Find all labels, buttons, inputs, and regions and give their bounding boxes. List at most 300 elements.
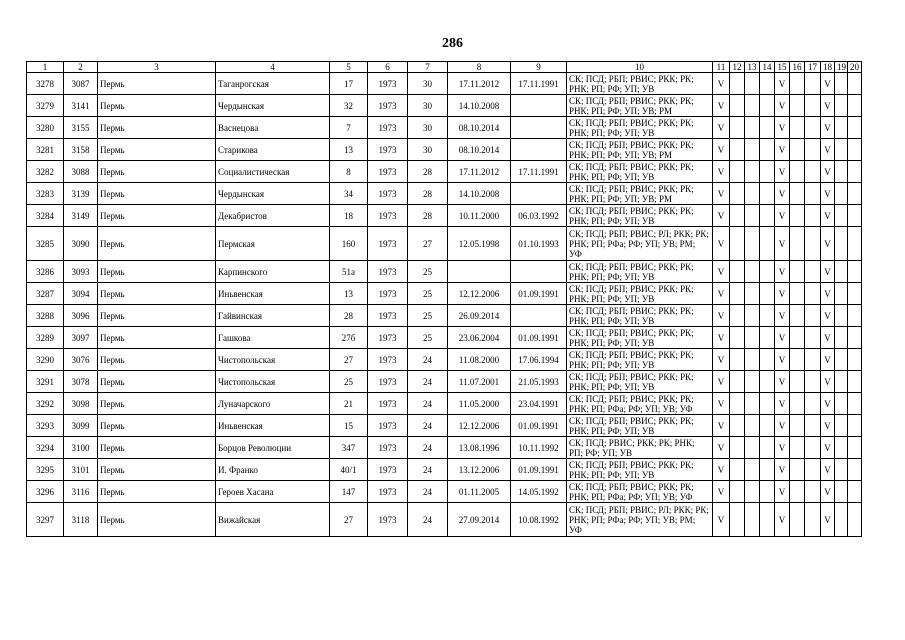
year-cell: 1973 <box>368 437 408 459</box>
street-cell: Гайвинская <box>216 305 330 327</box>
mark-cell-col-15: V <box>775 503 790 537</box>
mark-cell-col-14 <box>760 503 775 537</box>
date-2-cell: 17.11.1991 <box>511 161 567 183</box>
mark-cell-col-16 <box>790 139 805 161</box>
mark-cell-col-15: V <box>775 437 790 459</box>
table-row <box>27 371 862 393</box>
mark-cell-col-13 <box>745 183 760 205</box>
percent-cell: 24 <box>408 459 448 481</box>
mark-cell-col-13 <box>745 371 760 393</box>
percent-cell: 24 <box>408 481 448 503</box>
year-cell: 1973 <box>368 205 408 227</box>
mark-cell-col-18: V <box>821 503 835 537</box>
date-1-cell: 26.09.2014 <box>448 305 511 327</box>
mark-cell-col-18: V <box>821 481 835 503</box>
mark-cell-col-11: V <box>713 393 730 415</box>
year-cell: 1973 <box>368 139 408 161</box>
row-number: 3285 <box>27 227 64 261</box>
mark-cell-col-11: V <box>713 227 730 261</box>
mark-cell-col-19 <box>835 481 848 503</box>
mark-cell-col-17 <box>805 437 821 459</box>
row-number: 3282 <box>27 161 64 183</box>
street-cell: Васнецова <box>216 117 330 139</box>
record-id: 3078 <box>64 371 98 393</box>
mark-cell-col-11: V <box>713 161 730 183</box>
mark-cell-col-14 <box>760 183 775 205</box>
street-cell: Чердынская <box>216 183 330 205</box>
page-number: 286 <box>442 36 463 51</box>
codes-cell: СК; ПСД; РБП; РВИС; РКК; РК; РНК; РП; РФ; УП; УВ <box>567 349 713 371</box>
table-row <box>27 481 862 503</box>
mark-cell-col-15: V <box>775 183 790 205</box>
mark-cell-col-18: V <box>821 371 835 393</box>
street-cell: Борцов Революции <box>216 437 330 459</box>
street-cell: Чистопольская <box>216 371 330 393</box>
mark-cell-col-16 <box>790 205 805 227</box>
mark-cell-col-18: V <box>821 139 835 161</box>
column-header-18: 18 <box>821 62 835 73</box>
row-number: 3288 <box>27 305 64 327</box>
mark-cell-col-20 <box>848 503 862 537</box>
mark-cell-col-15: V <box>775 139 790 161</box>
mark-cell-col-18: V <box>821 183 835 205</box>
mark-cell-col-13 <box>745 205 760 227</box>
mark-cell-col-11: V <box>713 183 730 205</box>
mark-cell-col-14 <box>760 261 775 283</box>
mark-cell-col-13 <box>745 73 760 95</box>
mark-cell-col-11: V <box>713 349 730 371</box>
date-1-cell: 13.12.2006 <box>448 459 511 481</box>
house-cell: 160 <box>330 227 368 261</box>
mark-cell-col-17 <box>805 371 821 393</box>
mark-cell-col-15: V <box>775 283 790 305</box>
mark-cell-col-18: V <box>821 95 835 117</box>
row-number: 3290 <box>27 349 64 371</box>
date-1-cell: 13.08.1996 <box>448 437 511 459</box>
mark-cell-col-17 <box>805 261 821 283</box>
mark-cell-col-14 <box>760 95 775 117</box>
mark-cell-col-19 <box>835 349 848 371</box>
column-header-19: 19 <box>835 62 848 73</box>
codes-cell: СК; ПСД; РБП; РВИС; РКК; РК; РНК; РП; РФ; УП; УВ <box>567 161 713 183</box>
date-2-cell: 01.09.1991 <box>511 459 567 481</box>
date-1-cell: 17.11.2012 <box>448 161 511 183</box>
date-1-cell: 23.06.2004 <box>448 327 511 349</box>
year-cell: 1973 <box>368 481 408 503</box>
mark-cell-col-15: V <box>775 349 790 371</box>
percent-cell: 24 <box>408 393 448 415</box>
mark-cell-col-18: V <box>821 437 835 459</box>
mark-cell-col-13 <box>745 117 760 139</box>
record-id: 3116 <box>64 481 98 503</box>
date-2-cell <box>511 117 567 139</box>
year-cell: 1973 <box>368 415 408 437</box>
date-2-cell <box>511 183 567 205</box>
codes-cell: СК; ПСД; РБП; РВИС; РКК; РК; РНК; РП; РФ; УП; УВ; РМ <box>567 183 713 205</box>
mark-cell-col-13 <box>745 415 760 437</box>
year-cell: 1973 <box>368 305 408 327</box>
year-cell: 1973 <box>368 371 408 393</box>
mark-cell-col-15: V <box>775 371 790 393</box>
date-2-cell <box>511 139 567 161</box>
mark-cell-col-20 <box>848 261 862 283</box>
table-row <box>27 95 862 117</box>
record-id: 3139 <box>64 183 98 205</box>
mark-cell-col-11: V <box>713 327 730 349</box>
percent-cell: 25 <box>408 305 448 327</box>
date-1-cell: 01.11.2005 <box>448 481 511 503</box>
street-cell: Гашкова <box>216 327 330 349</box>
mark-cell-col-20 <box>848 437 862 459</box>
house-cell: 27б <box>330 327 368 349</box>
mark-cell-col-15: V <box>775 305 790 327</box>
table-row <box>27 73 862 95</box>
table-row <box>27 261 862 283</box>
record-id: 3087 <box>64 73 98 95</box>
row-number: 3287 <box>27 283 64 305</box>
street-cell: Пермская <box>216 227 330 261</box>
mark-cell-col-18: V <box>821 459 835 481</box>
record-id: 3099 <box>64 415 98 437</box>
row-number: 3280 <box>27 117 64 139</box>
column-header-7: 7 <box>408 62 448 73</box>
mark-cell-col-17 <box>805 139 821 161</box>
mark-cell-col-11: V <box>713 503 730 537</box>
record-id: 3155 <box>64 117 98 139</box>
column-header-13: 13 <box>745 62 760 73</box>
date-2-cell <box>511 261 567 283</box>
table-row <box>27 139 862 161</box>
percent-cell: 24 <box>408 437 448 459</box>
mark-cell-col-20 <box>848 349 862 371</box>
mark-cell-col-19 <box>835 459 848 481</box>
column-header-9: 9 <box>511 62 567 73</box>
percent-cell: 30 <box>408 73 448 95</box>
mark-cell-col-18: V <box>821 415 835 437</box>
date-2-cell: 06.03.1992 <box>511 205 567 227</box>
street-cell: Луначарского <box>216 393 330 415</box>
codes-cell: СК; ПСД; РБП; РВИС; РЛ; РКК; РК; РНК; РП; РФа; РФ; УП; УВ; РМ; УФ <box>567 503 713 537</box>
mark-cell-col-13 <box>745 481 760 503</box>
mark-cell-col-16 <box>790 227 805 261</box>
house-cell: 8 <box>330 161 368 183</box>
mark-cell-col-15: V <box>775 161 790 183</box>
city-cell: Пермь <box>98 117 216 139</box>
mark-cell-col-11: V <box>713 459 730 481</box>
register-table <box>26 61 862 537</box>
row-number: 3296 <box>27 481 64 503</box>
mark-cell-col-19 <box>835 283 848 305</box>
mark-cell-col-19 <box>835 73 848 95</box>
house-cell: 27 <box>330 503 368 537</box>
table-row <box>27 117 862 139</box>
codes-cell: СК; ПСД; РБП; РВИС; РКК; РК; РНК; РП; РФ; УП; УВ; РМ <box>567 95 713 117</box>
mark-cell-col-11: V <box>713 139 730 161</box>
mark-cell-col-13 <box>745 161 760 183</box>
record-id: 3093 <box>64 261 98 283</box>
mark-cell-col-15: V <box>775 481 790 503</box>
house-cell: 25 <box>330 371 368 393</box>
mark-cell-col-15: V <box>775 205 790 227</box>
date-1-cell: 10.11.2000 <box>448 205 511 227</box>
mark-cell-col-17 <box>805 415 821 437</box>
column-header-10: 10 <box>567 62 713 73</box>
table-row <box>27 327 862 349</box>
mark-cell-col-13 <box>745 305 760 327</box>
city-cell: Пермь <box>98 459 216 481</box>
year-cell: 1973 <box>368 349 408 371</box>
codes-cell: СК; ПСД; РБП; РВИС; РКК; РК; РНК; РП; РФ; УП; УВ <box>567 415 713 437</box>
row-number: 3278 <box>27 73 64 95</box>
mark-cell-col-16 <box>790 161 805 183</box>
mark-cell-col-12 <box>730 261 745 283</box>
date-1-cell: 08.10.2014 <box>448 117 511 139</box>
mark-cell-col-20 <box>848 371 862 393</box>
year-cell: 1973 <box>368 161 408 183</box>
record-id: 3100 <box>64 437 98 459</box>
year-cell: 1973 <box>368 183 408 205</box>
record-id: 3149 <box>64 205 98 227</box>
mark-cell-col-18: V <box>821 393 835 415</box>
codes-cell: СК; ПСД; РБП; РВИС; РКК; РК; РНК; РП; РФ; УП; УВ <box>567 261 713 283</box>
mark-cell-col-11: V <box>713 415 730 437</box>
record-id: 3097 <box>64 327 98 349</box>
row-number: 3291 <box>27 371 64 393</box>
street-cell: Героев Хасана <box>216 481 330 503</box>
codes-cell: СК; ПСД; РВИС; РКК; РК; РНК; РП; РФ; УП; УВ <box>567 437 713 459</box>
street-cell: Иньвенская <box>216 283 330 305</box>
mark-cell-col-11: V <box>713 283 730 305</box>
mark-cell-col-20 <box>848 415 862 437</box>
table-row <box>27 283 862 305</box>
mark-cell-col-19 <box>835 305 848 327</box>
city-cell: Пермь <box>98 305 216 327</box>
mark-cell-col-16 <box>790 183 805 205</box>
date-1-cell: 17.11.2012 <box>448 73 511 95</box>
codes-cell: СК; ПСД; РБП; РВИС; РКК; РК; РНК; РП; РФа; РФ; УП; УВ; УФ <box>567 393 713 415</box>
row-number: 3284 <box>27 205 64 227</box>
mark-cell-col-13 <box>745 349 760 371</box>
house-cell: 347 <box>330 437 368 459</box>
mark-cell-col-16 <box>790 371 805 393</box>
house-cell: 18 <box>330 205 368 227</box>
mark-cell-col-20 <box>848 95 862 117</box>
date-1-cell: 11.08.2000 <box>448 349 511 371</box>
house-cell: 28 <box>330 305 368 327</box>
street-cell: Социалистическая <box>216 161 330 183</box>
row-number: 3286 <box>27 261 64 283</box>
street-cell: Карпинского <box>216 261 330 283</box>
mark-cell-col-15: V <box>775 261 790 283</box>
table-row <box>27 161 862 183</box>
house-cell: 34 <box>330 183 368 205</box>
street-cell: Иньвенская <box>216 415 330 437</box>
mark-cell-col-15: V <box>775 73 790 95</box>
year-cell: 1973 <box>368 95 408 117</box>
codes-cell: СК; ПСД; РБП; РВИС; РКК; РК; РНК; РП; РФ; УП; УВ <box>567 327 713 349</box>
column-header-11: 11 <box>713 62 730 73</box>
codes-cell: СК; ПСД; РБП; РВИС; РКК; РК; РНК; РП; РФ; УП; УВ <box>567 305 713 327</box>
codes-cell: СК; ПСД; РБП; РВИС; РКК; РК; РНК; РП; РФ; УП; УВ <box>567 283 713 305</box>
table-row <box>27 349 862 371</box>
mark-cell-col-20 <box>848 393 862 415</box>
record-id: 3118 <box>64 503 98 537</box>
mark-cell-col-19 <box>835 183 848 205</box>
date-1-cell: 12.05.1998 <box>448 227 511 261</box>
city-cell: Пермь <box>98 437 216 459</box>
city-cell: Пермь <box>98 283 216 305</box>
mark-cell-col-18: V <box>821 305 835 327</box>
mark-cell-col-13 <box>745 437 760 459</box>
mark-cell-col-17 <box>805 393 821 415</box>
mark-cell-col-14 <box>760 227 775 261</box>
city-cell: Пермь <box>98 73 216 95</box>
mark-cell-col-17 <box>805 161 821 183</box>
column-header-3: 3 <box>98 62 216 73</box>
year-cell: 1973 <box>368 117 408 139</box>
mark-cell-col-14 <box>760 349 775 371</box>
date-1-cell: 12.12.2006 <box>448 283 511 305</box>
mark-cell-col-13 <box>745 503 760 537</box>
mark-cell-col-12 <box>730 183 745 205</box>
mark-cell-col-20 <box>848 305 862 327</box>
table-row <box>27 393 862 415</box>
year-cell: 1973 <box>368 283 408 305</box>
mark-cell-col-20 <box>848 327 862 349</box>
mark-cell-col-16 <box>790 481 805 503</box>
mark-cell-col-14 <box>760 205 775 227</box>
column-header-12: 12 <box>730 62 745 73</box>
codes-cell: СК; ПСД; РБП; РВИС; РКК; РК; РНК; РП; РФ; УП; УВ <box>567 73 713 95</box>
codes-cell: СК; ПСД; РБП; РВИС; РКК; РК; РНК; РП; РФ; УП; УВ <box>567 117 713 139</box>
mark-cell-col-18: V <box>821 349 835 371</box>
mark-cell-col-12 <box>730 349 745 371</box>
mark-cell-col-16 <box>790 503 805 537</box>
house-cell: 7 <box>330 117 368 139</box>
mark-cell-col-12 <box>730 227 745 261</box>
percent-cell: 25 <box>408 327 448 349</box>
mark-cell-col-17 <box>805 95 821 117</box>
percent-cell: 28 <box>408 183 448 205</box>
mark-cell-col-12 <box>730 371 745 393</box>
mark-cell-col-12 <box>730 503 745 537</box>
city-cell: Пермь <box>98 95 216 117</box>
city-cell: Пермь <box>98 371 216 393</box>
row-number: 3281 <box>27 139 64 161</box>
city-cell: Пермь <box>98 415 216 437</box>
mark-cell-col-19 <box>835 161 848 183</box>
date-1-cell: 08.10.2014 <box>448 139 511 161</box>
codes-cell: СК; ПСД; РБП; РВИС; РКК; РК; РНК; РП; РФ; УП; УВ; РМ <box>567 139 713 161</box>
street-cell: Чердынская <box>216 95 330 117</box>
mark-cell-col-18: V <box>821 205 835 227</box>
mark-cell-col-15: V <box>775 327 790 349</box>
codes-cell: СК; ПСД; РБП; РВИС; РКК; РК; РНК; РП; РФа; РФ; УП; УВ; УФ <box>567 481 713 503</box>
house-cell: 17 <box>330 73 368 95</box>
mark-cell-col-14 <box>760 161 775 183</box>
mark-cell-col-15: V <box>775 459 790 481</box>
codes-cell: СК; ПСД; РБП; РВИС; РКК; РК; РНК; РП; РФ; УП; УВ <box>567 205 713 227</box>
column-header-5: 5 <box>330 62 368 73</box>
mark-cell-col-14 <box>760 73 775 95</box>
mark-cell-col-12 <box>730 327 745 349</box>
table-row <box>27 205 862 227</box>
mark-cell-col-18: V <box>821 327 835 349</box>
street-cell: И. Франко <box>216 459 330 481</box>
mark-cell-col-12 <box>730 205 745 227</box>
mark-cell-col-17 <box>805 327 821 349</box>
mark-cell-col-16 <box>790 349 805 371</box>
mark-cell-col-12 <box>730 117 745 139</box>
year-cell: 1973 <box>368 503 408 537</box>
street-cell: Старикова <box>216 139 330 161</box>
mark-cell-col-13 <box>745 283 760 305</box>
row-number: 3293 <box>27 415 64 437</box>
mark-cell-col-13 <box>745 327 760 349</box>
column-header-2: 2 <box>64 62 98 73</box>
mark-cell-col-15: V <box>775 95 790 117</box>
mark-cell-col-12 <box>730 139 745 161</box>
mark-cell-col-12 <box>730 393 745 415</box>
date-2-cell: 21.05.1993 <box>511 371 567 393</box>
mark-cell-col-16 <box>790 261 805 283</box>
mark-cell-col-12 <box>730 481 745 503</box>
codes-cell: СК; ПСД; РБП; РВИС; РКК; РК; РНК; РП; РФ; УП; УВ <box>567 459 713 481</box>
date-2-cell: 17.06.1994 <box>511 349 567 371</box>
mark-cell-col-14 <box>760 371 775 393</box>
mark-cell-col-13 <box>745 95 760 117</box>
record-id: 3141 <box>64 95 98 117</box>
column-header-20: 20 <box>848 62 862 73</box>
date-1-cell: 14.10.2008 <box>448 183 511 205</box>
mark-cell-col-20 <box>848 205 862 227</box>
house-cell: 32 <box>330 95 368 117</box>
mark-cell-col-19 <box>835 327 848 349</box>
row-number: 3279 <box>27 95 64 117</box>
mark-cell-col-16 <box>790 437 805 459</box>
mark-cell-col-19 <box>835 205 848 227</box>
percent-cell: 24 <box>408 503 448 537</box>
row-number: 3283 <box>27 183 64 205</box>
mark-cell-col-18: V <box>821 161 835 183</box>
street-cell: Декабристов <box>216 205 330 227</box>
mark-cell-col-13 <box>745 459 760 481</box>
header-row <box>27 62 862 73</box>
date-2-cell: 01.09.1991 <box>511 327 567 349</box>
date-2-cell: 14.05.1992 <box>511 481 567 503</box>
column-header-17: 17 <box>805 62 821 73</box>
mark-cell-col-17 <box>805 481 821 503</box>
date-2-cell: 01.09.1991 <box>511 283 567 305</box>
year-cell: 1973 <box>368 73 408 95</box>
mark-cell-col-20 <box>848 459 862 481</box>
mark-cell-col-12 <box>730 283 745 305</box>
date-2-cell: 17.11.1991 <box>511 73 567 95</box>
mark-cell-col-13 <box>745 393 760 415</box>
column-header-16: 16 <box>790 62 805 73</box>
date-1-cell: 12.12.2006 <box>448 415 511 437</box>
mark-cell-col-14 <box>760 437 775 459</box>
date-1-cell: 11.05.2000 <box>448 393 511 415</box>
mark-cell-col-14 <box>760 139 775 161</box>
mark-cell-col-11: V <box>713 117 730 139</box>
column-header-4: 4 <box>216 62 330 73</box>
percent-cell: 24 <box>408 415 448 437</box>
percent-cell: 30 <box>408 139 448 161</box>
mark-cell-col-17 <box>805 305 821 327</box>
date-2-cell: 01.09.1991 <box>511 415 567 437</box>
year-cell: 1973 <box>368 393 408 415</box>
